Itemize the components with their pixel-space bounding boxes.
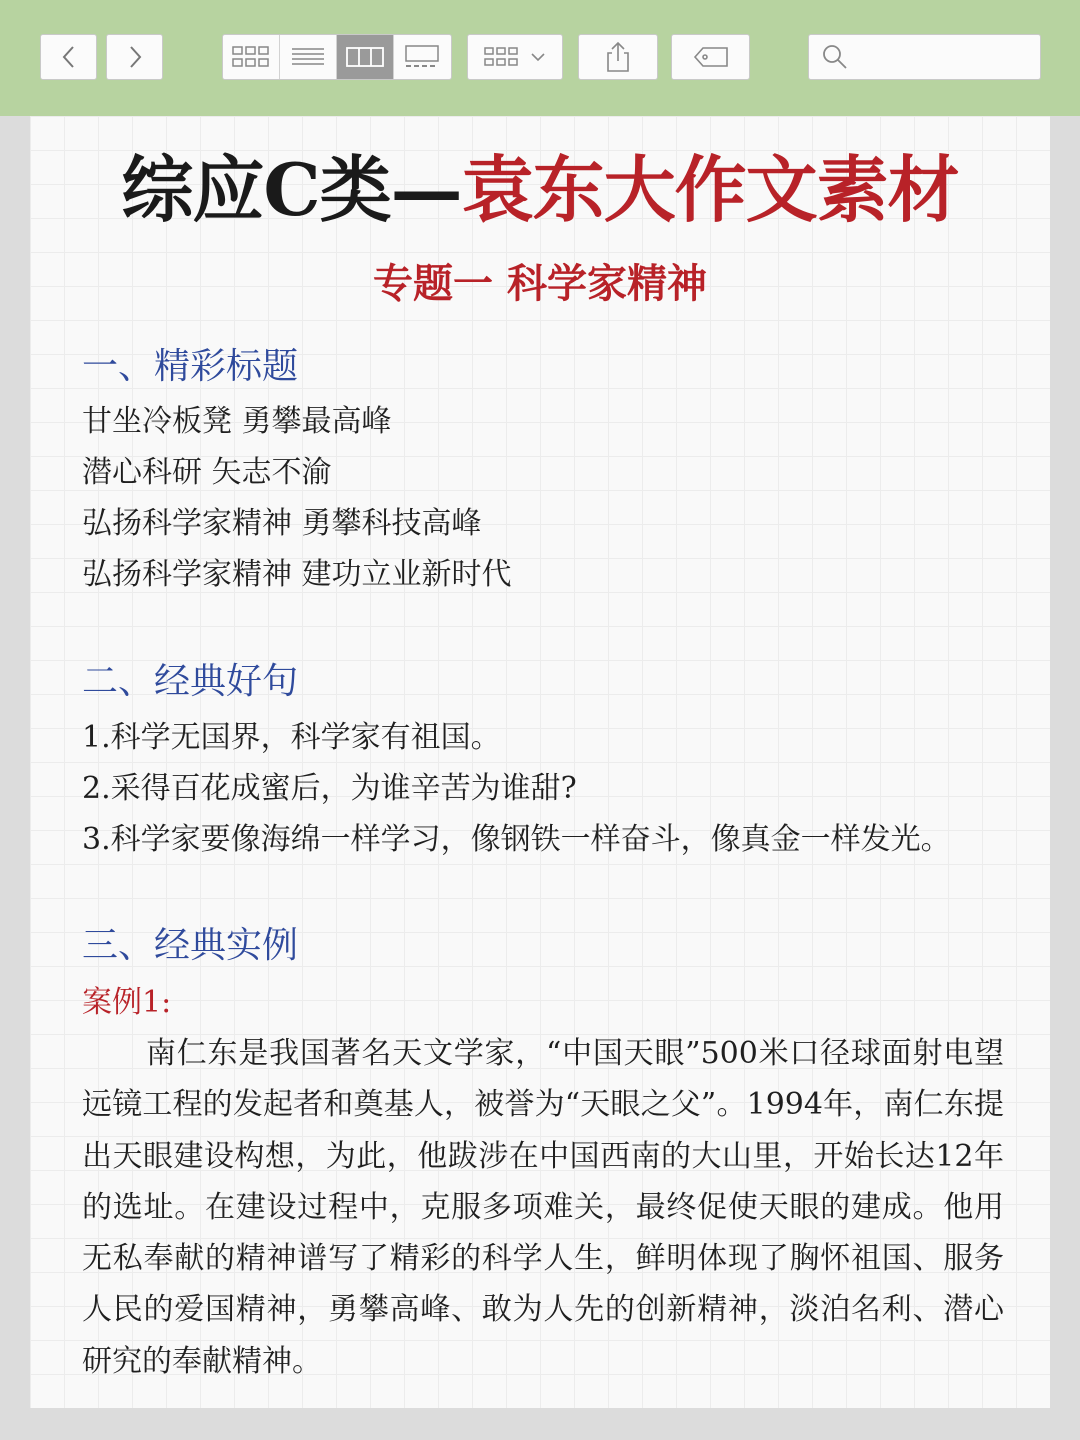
quote-line: 1.科学无国界，科学家有祖国。 <box>82 720 501 755</box>
title-red-part: 袁东大作文素材 <box>461 147 959 232</box>
view-gallery-button[interactable] <box>394 35 451 79</box>
document-title <box>30 148 1050 232</box>
grid-icon <box>482 44 522 70</box>
quote-line: 3.科学家要像海绵一样学习，像钢铁一样奋斗，像真金一样发光。 <box>82 822 951 857</box>
grid-icon <box>231 44 271 70</box>
title-line: 弘扬科学家精神 建功立业新时代 <box>82 557 512 592</box>
document-page <box>30 116 1050 1408</box>
chevron-right-icon <box>124 43 146 71</box>
search-field[interactable] <box>808 34 1041 80</box>
gallery-icon <box>402 44 442 70</box>
case-paragraph: 南仁东是我国著名天文学家，“中国天眼”500米口径球面射电望远镜工程的发起者和奠基人，被誉为“天眼之父”。1994年，南仁东提出天眼建设构想，为此，他跋涉在中国西南的大山里，开始长达12年的选址。在建设过程中，克服多项难关，最终促使天眼的建成。他用无私奉献的精神谱写了精彩的科学人生，鲜明体现了胸怀祖国、服务人民的爱国精神，勇攀高峰、敢为人先的创新精神，淡泊名利、潜心研究的奉献精神。 <box>82 1036 1004 1379</box>
view-icons-button[interactable] <box>223 35 280 79</box>
tag-button[interactable] <box>671 34 750 80</box>
group-button[interactable] <box>467 34 563 80</box>
title-line: 潜心科研 矢志不渝 <box>82 455 332 490</box>
section-heading-titles: 一、精彩标题 <box>82 346 299 387</box>
share-icon <box>603 40 633 74</box>
forward-button[interactable] <box>106 34 163 80</box>
title-black-part: 综应C类— <box>121 147 462 232</box>
view-list-button[interactable] <box>280 35 337 79</box>
list-icon <box>290 44 326 70</box>
view-mode-segmented-control <box>222 34 452 80</box>
document-subtitle: 专题一 科学家精神 <box>373 260 707 307</box>
share-button[interactable] <box>578 34 658 80</box>
quote-line: 2.采得百花成蜜后，为谁辛苦为谁甜? <box>82 771 577 806</box>
section-heading-quotes: 二、经典好句 <box>82 661 299 702</box>
chevron-down-icon <box>528 47 548 67</box>
chevron-left-icon <box>58 43 80 71</box>
case-label: 案例1: <box>82 985 172 1020</box>
title-line: 弘扬科学家精神 勇攀科技高峰 <box>82 506 482 541</box>
section-heading-examples: 三、经典实例 <box>82 925 299 966</box>
back-button[interactable] <box>40 34 97 80</box>
title-line: 甘坐冷板凳 勇攀最高峰 <box>82 404 392 439</box>
view-columns-button[interactable] <box>337 35 394 79</box>
search-icon <box>821 43 849 71</box>
columns-icon <box>345 44 385 70</box>
toolbar <box>0 0 1080 116</box>
tag-icon <box>691 45 731 69</box>
